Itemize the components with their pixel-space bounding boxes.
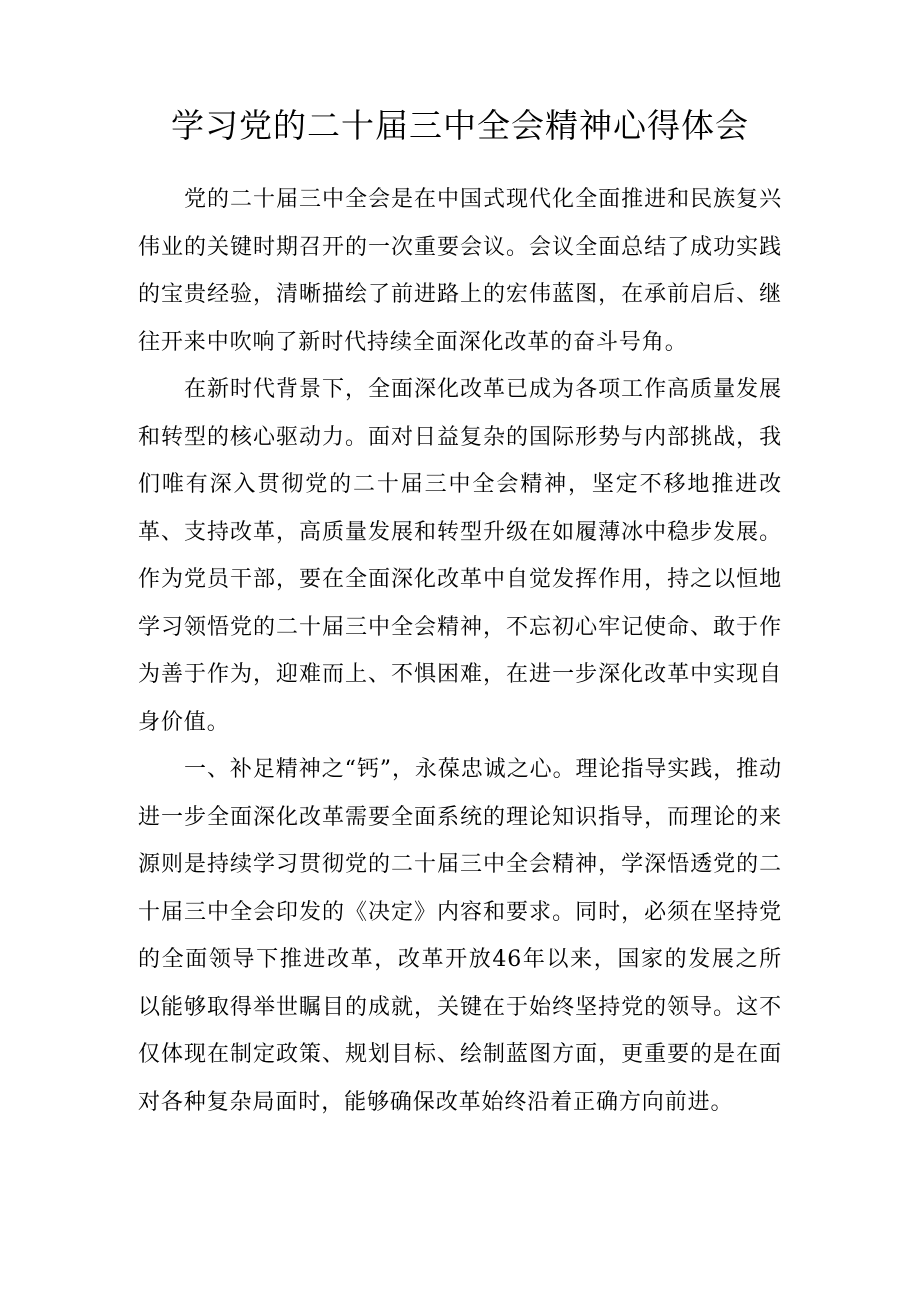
paragraph-section-one: 一、补足精神之“钙”，永葆忠诚之心。理论指导实践，推动进一步全面深化改革需要全面系统的理论知识指导，而理论的来源则是持续学习贯彻党的二十届三中全会精神，学深悟透党的二十届三中全会印发的《决定》内容和要求。同时，必须在坚持党的全面领导下推进改革，改革开放46年以来，国家的发展之所以能够取得举世瞩目的成就，关键在于始终坚持党的领导。这不仅体现在制定政策、规划目标、绘制蓝图方面，更重要的是在面对各种复杂局面时，能够确保改革始终沿着正确方向前进。 [138,757,782,1115]
paragraph-reform-background: 在新时代背景下，全面深化改革已成为各项工作高质量发展和转型的核心驱动力。面对日益复杂的国际形势与内部挑战，我们唯有深入贯彻党的二十届三中全会精神，坚定不移地推进改革、支持改革，高质量发展和转型升级在如履薄冰中稳步发展。作为党员干部，要在全面深化改革中自觉发挥作用，持之以恒地学习领悟党的二十届三中全会精神，不忘初心牢记使命、敢于作为善于作为，迎难而上、不惧困难，在进一步深化改革中实现自身价值。 [138,377,782,735]
document-body [138,176,782,1126]
page-title: 学习党的二十届三中全会精神心得体会 [171,106,749,145]
paragraph-intro: 党的二十届三中全会是在中国式现代化全面推进和民族复兴伟业的关键时期召开的一次重要会议。会议全面总结了成功实践的宝贵经验，清晰描绘了前进路上的宏伟蓝图，在承前启后、继往开来中吹响了新时代持续全面深化改革的奋斗号角。 [138,187,782,355]
